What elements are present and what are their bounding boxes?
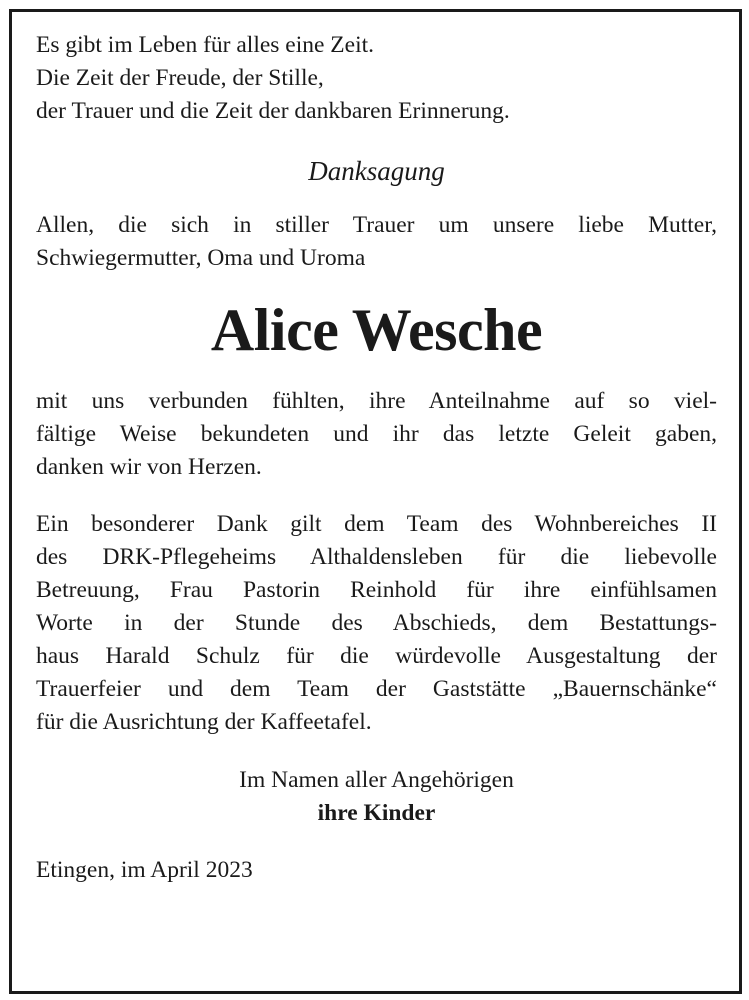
dedication-paragraph: [36, 209, 717, 275]
intro-line: Es gibt im Leben für alles eine Zeit.: [36, 32, 375, 58]
paragraph-line: haus Harald Schulz für die würdevolle Ausgestaltung der: [36, 643, 717, 669]
deceased-name: Alice Wesche: [210, 297, 543, 363]
paragraph-line: des DRK-Pflegeheims Althaldensleben für die liebevolle: [36, 544, 717, 570]
closing-line: Im Namen aller Angehörigen: [239, 767, 514, 793]
paragraph-line: fältige Weise bekundeten und ihr das letzte Geleit gaben,: [36, 421, 717, 447]
paragraph-line: für die Ausrichtung der Kaffeetafel.: [36, 709, 372, 735]
paragraph-line: Allen, die sich in stiller Trauer um unsere liebe Mutter,: [36, 212, 717, 238]
place-date: Etingen, im April 2023: [36, 857, 253, 883]
intro-line: Die Zeit der Freude, der Stille,: [36, 65, 324, 91]
notice-border: [9, 9, 742, 994]
special-thanks-paragraph: [36, 508, 717, 739]
paragraph-line: Worte in der Stunde des Abschieds, dem Bestattungs-: [36, 610, 717, 636]
thanks-paragraph: [36, 385, 717, 484]
intro-verse: [36, 29, 717, 128]
notice-content: [36, 12, 717, 887]
paragraph-line: Ein besonderer Dank gilt dem Team des Wohnbereiches II: [36, 511, 717, 537]
intro-line: der Trauer und die Zeit der dankbaren Erinnerung.: [36, 98, 510, 124]
paragraph-line: Schwiegermutter, Oma und Uroma: [36, 245, 366, 271]
notice-heading: Danksagung: [308, 156, 445, 186]
paragraph-line: Betreuung, Frau Pastorin Reinhold für ihre einfühlsamen: [36, 577, 717, 603]
paragraph-line: danken wir von Herzen.: [36, 454, 262, 480]
signoff: ihre Kinder: [317, 800, 436, 826]
paragraph-line: Trauerfeier und dem Team der Gaststätte „Bauernschänke“: [36, 676, 717, 702]
paragraph-line: mit uns verbunden fühlten, ihre Anteilnahme auf so viel-: [36, 388, 717, 414]
